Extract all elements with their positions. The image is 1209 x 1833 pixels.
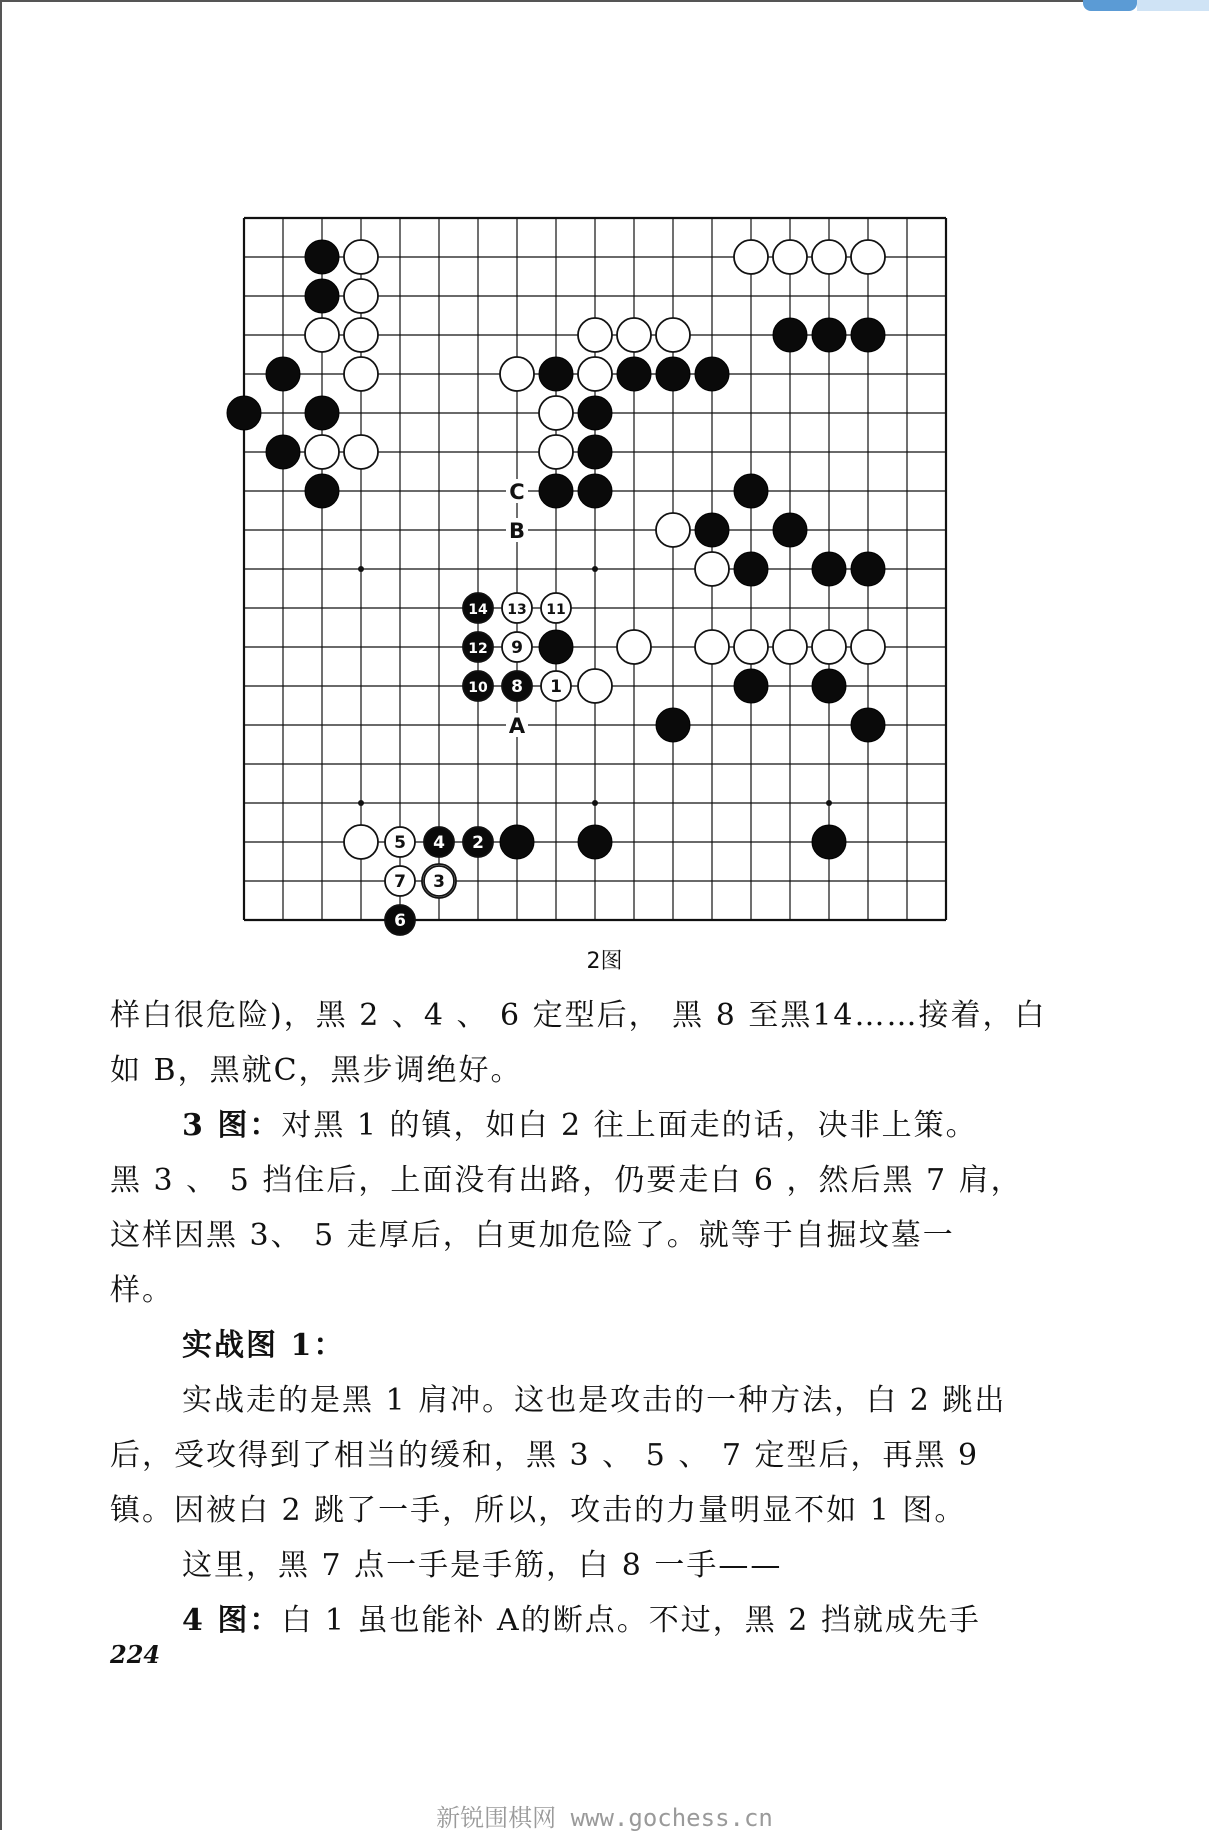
text-line-11: 这里，黑 7 点一手是手筋，白 8 一手——	[182, 1548, 783, 1583]
black-stone	[656, 708, 690, 742]
white-stone	[812, 630, 846, 664]
text-line-5: 这样因黑 3、 5 走厚后，白更加危险了。就等于自掘坟墓一	[110, 1218, 955, 1253]
white-stone	[344, 357, 378, 391]
black-stone	[656, 357, 690, 391]
board-letter-mark: B	[508, 519, 526, 543]
white-stone	[812, 240, 846, 274]
black-stone	[539, 357, 573, 391]
text-line-10: 镇。因被白 2 跳了一手，所以，攻击的力量明显不如 1 图。	[110, 1493, 967, 1528]
black-stone	[305, 474, 339, 508]
white-stone	[344, 318, 378, 352]
board-letter-mark: C	[509, 480, 525, 504]
black-stone	[266, 435, 300, 469]
star-point	[358, 566, 364, 572]
stone-move-number: 11	[546, 602, 566, 618]
black-stone	[578, 435, 612, 469]
black-stone	[266, 357, 300, 391]
text-line-3	[110, 1106, 1060, 1161]
stone-move-number: 7	[394, 872, 406, 892]
white-stone	[344, 435, 378, 469]
black-stone	[812, 318, 846, 352]
white-stone	[617, 318, 651, 352]
white-stone	[539, 435, 573, 469]
stone-move-number: 12	[468, 641, 488, 657]
stone-move-number: 8	[511, 677, 523, 697]
black-stone	[578, 396, 612, 430]
stone-move-number: 10	[468, 680, 488, 696]
text-line-9: 后，受攻得到了相当的缓和，黑 3 、 5 、 7 定型后，再黑 9	[110, 1438, 980, 1473]
stone-move-number: 3	[433, 872, 445, 892]
actual-game-heading: 实战图 1：	[182, 1328, 346, 1363]
black-stone	[695, 513, 729, 547]
black-stone	[812, 825, 846, 859]
black-stone	[812, 552, 846, 586]
text-line-1: 样白很危险)，黑 2 、4 、 6 定型后， 黑 8 至黑14……接着，白	[110, 998, 1047, 1033]
white-stone	[344, 240, 378, 274]
white-stone	[773, 630, 807, 664]
white-stone	[344, 279, 378, 313]
black-stone	[539, 630, 573, 664]
white-stone	[617, 630, 651, 664]
black-stone	[773, 318, 807, 352]
star-point	[358, 800, 364, 806]
white-stone	[344, 825, 378, 859]
black-stone	[305, 396, 339, 430]
body-text	[110, 996, 1060, 1656]
white-stone	[305, 318, 339, 352]
white-stone	[656, 513, 690, 547]
white-stone	[578, 669, 612, 703]
board-letter-mark: A	[508, 714, 526, 738]
star-point	[826, 800, 832, 806]
black-stone	[305, 279, 339, 313]
corner-tab-light	[1137, 0, 1209, 11]
black-stone	[578, 825, 612, 859]
black-stone	[305, 240, 339, 274]
white-stone	[734, 630, 768, 664]
white-stone	[695, 552, 729, 586]
stone-move-number: 9	[511, 638, 523, 658]
black-stone	[578, 474, 612, 508]
text-line-4: 黑 3 、 5 挡住后，上面没有出路，仍要走白 6 ，然后黑 7 肩，	[110, 1163, 1023, 1198]
star-point	[592, 566, 598, 572]
white-stone	[773, 240, 807, 274]
corner-tab	[1083, 0, 1137, 11]
white-stone	[578, 357, 612, 391]
white-stone	[851, 630, 885, 664]
black-stone	[851, 318, 885, 352]
black-stone	[500, 825, 534, 859]
stone-move-number: 13	[507, 602, 527, 618]
white-stone	[695, 630, 729, 664]
page-number: 224	[110, 1640, 161, 1669]
star-point	[592, 800, 598, 806]
stone-move-number: 14	[468, 602, 488, 618]
stone-move-number: 2	[472, 833, 484, 853]
black-stone	[617, 357, 651, 391]
black-stone	[851, 708, 885, 742]
figure-3-text: 对黑 1 的镇，如白 2 往上面走的话，决非上策。	[281, 1108, 978, 1143]
watermark: 新锐围棋网 www.gochess.cn	[436, 1804, 773, 1832]
stone-move-number: 1	[550, 677, 562, 697]
black-stone	[695, 357, 729, 391]
black-stone	[539, 474, 573, 508]
text-line-12	[110, 1601, 1060, 1656]
black-stone	[734, 474, 768, 508]
white-stone	[851, 240, 885, 274]
text-line-8: 实战走的是黑 1 肩冲。这也是攻击的一种方法，白 2 跳出	[182, 1383, 1007, 1418]
figure-3-heading: 3 图：	[182, 1108, 282, 1143]
text-line-2: 如 B，黑就C，黑步调绝好。	[110, 1053, 523, 1088]
black-stone	[773, 513, 807, 547]
stone-move-number: 5	[394, 833, 406, 853]
white-stone	[578, 318, 612, 352]
stone-move-number: 6	[394, 911, 406, 931]
go-board-diagram	[228, 204, 948, 931]
white-stone	[305, 435, 339, 469]
diagram-caption: 2图	[586, 949, 623, 974]
text-line-6: 样。	[110, 1273, 174, 1308]
black-stone	[227, 396, 261, 430]
black-stone	[734, 552, 768, 586]
white-stone	[656, 318, 690, 352]
white-stone	[539, 396, 573, 430]
black-stone	[812, 669, 846, 703]
stone-move-number: 4	[433, 833, 445, 853]
black-stone	[851, 552, 885, 586]
figure-4-heading: 4 图：	[182, 1603, 282, 1638]
white-stone	[734, 240, 768, 274]
white-stone	[500, 357, 534, 391]
figure-4-text: 白 1 虽也能补 A的断点。不过，黑 2 挡就成先手	[281, 1603, 981, 1638]
black-stone	[734, 669, 768, 703]
